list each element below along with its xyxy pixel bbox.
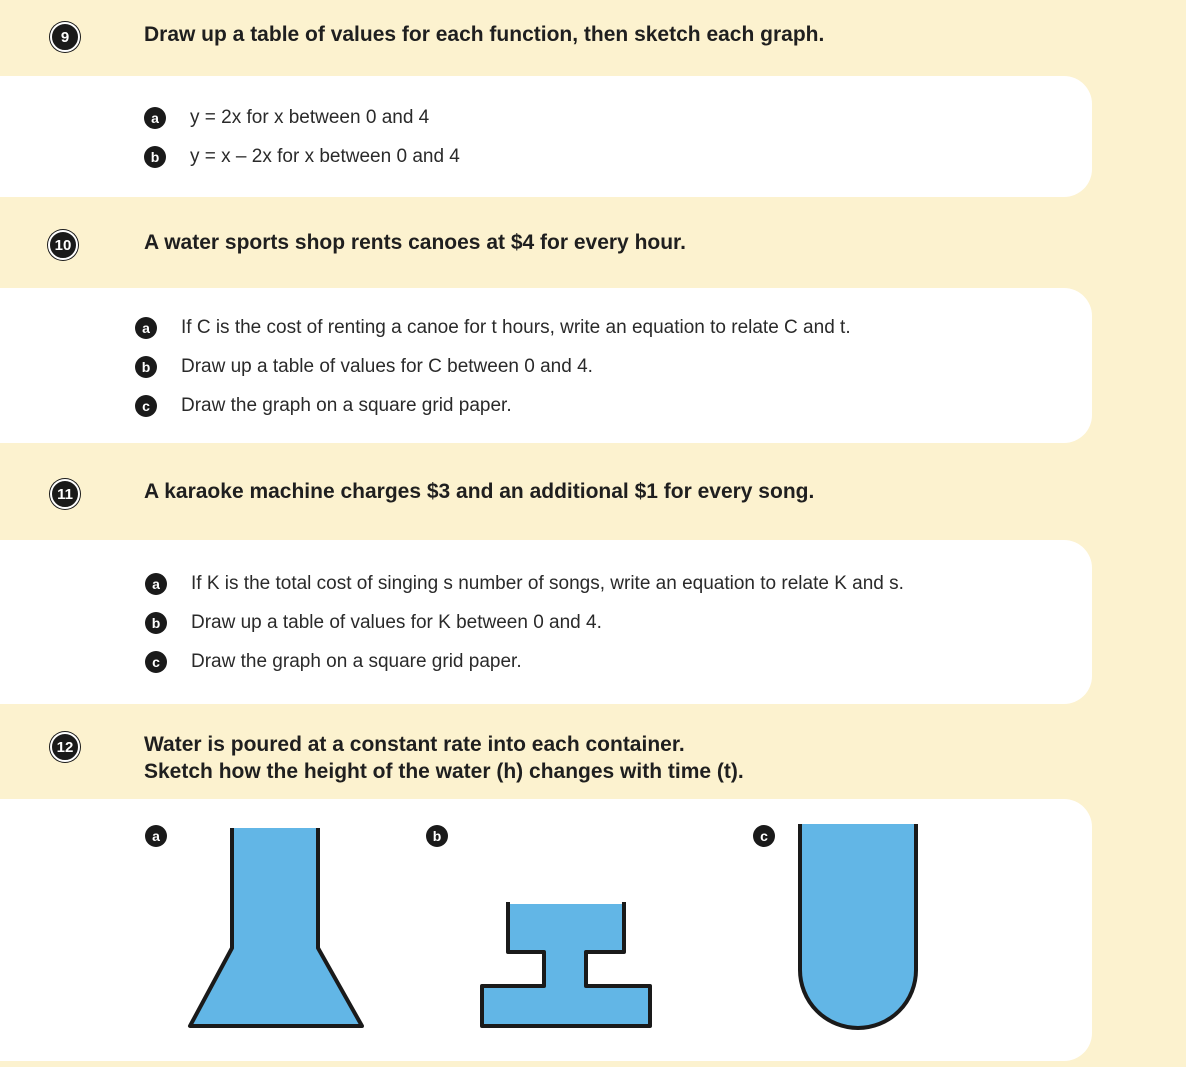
- part-text: If C is the cost of renting a canoe for t hours, write an equation to relate C and t.: [181, 317, 851, 338]
- part-letter: a: [144, 107, 166, 129]
- part-11c: [145, 651, 522, 673]
- part-text: Draw up a table of values for C between 0 and 4.: [181, 356, 593, 377]
- flask-water: [190, 828, 362, 1026]
- question-9-number: 9: [50, 22, 80, 52]
- part-letter: a: [145, 573, 167, 595]
- tube-water: [800, 824, 916, 1028]
- container-a-label: a: [145, 825, 167, 847]
- question-11-text: A karaoke machine charges $3 and an additional $1 for every song.: [144, 480, 815, 503]
- question-11-header: [0, 443, 1186, 540]
- part-letter: c: [145, 651, 167, 673]
- question-10-text: A water sports shop rents canoes at $4 for every hour.: [144, 231, 686, 254]
- question-11-number: 11: [50, 479, 80, 509]
- part-text: y = x – 2x for x between 0 and 4: [190, 146, 460, 167]
- part-text: Draw up a table of values for K between 0 and 4.: [191, 612, 602, 633]
- container-c-test-tube: [796, 822, 920, 1032]
- part-9b: [144, 146, 460, 168]
- container-a-conical-flask: [186, 826, 366, 1028]
- question-10-header: [0, 197, 1186, 288]
- question-12-text-line-2: Sketch how the height of the water (h) changes with time (t).: [144, 760, 744, 783]
- container-b-label: b: [426, 825, 448, 847]
- question-9-text: Draw up a table of values for each function, then sketch each graph.: [144, 23, 825, 46]
- part-10b: [135, 356, 593, 378]
- part-text: Draw the graph on a square grid paper.: [191, 651, 522, 672]
- container-b-stepped: [478, 900, 654, 1030]
- question-11-card: [0, 540, 1092, 704]
- part-10c: [135, 395, 512, 417]
- part-letter: b: [145, 612, 167, 634]
- part-letter: c: [135, 395, 157, 417]
- question-9-header: [0, 0, 1186, 76]
- part-9a: [144, 107, 429, 129]
- part-letter: a: [135, 317, 157, 339]
- question-12-number: 12: [50, 732, 80, 762]
- part-letter: b: [144, 146, 166, 168]
- container-c-label: c: [753, 825, 775, 847]
- question-10-number: 10: [48, 230, 78, 260]
- question-12-header: [0, 704, 1186, 799]
- part-10a: [135, 317, 851, 339]
- part-text: y = 2x for x between 0 and 4: [190, 107, 430, 128]
- question-12-text-line-1: Water is poured at a constant rate into each container.: [144, 733, 685, 756]
- question-10-card: [0, 288, 1092, 443]
- part-11a: [145, 573, 904, 595]
- part-letter: b: [135, 356, 157, 378]
- part-text: If K is the total cost of singing s number of songs, write an equation to relate K and s.: [191, 573, 904, 594]
- part-text: Draw the graph on a square grid paper.: [181, 395, 512, 416]
- part-11b: [145, 612, 602, 634]
- question-9-card: [0, 76, 1092, 197]
